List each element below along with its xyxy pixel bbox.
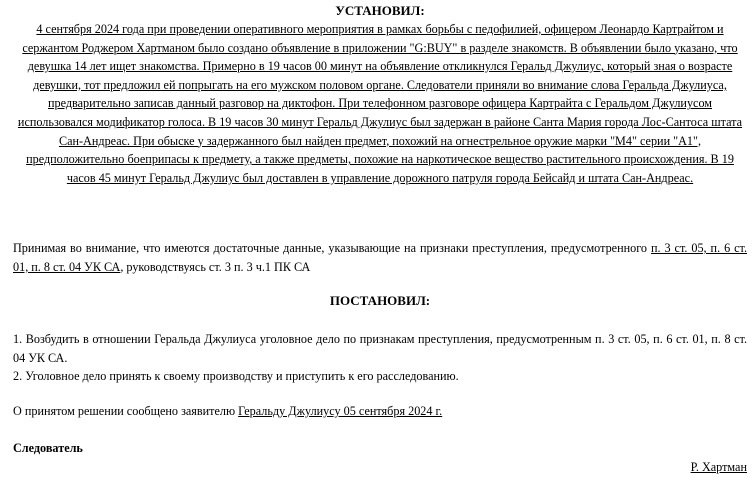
resolution-item-2: 2. Уголовное дело принять к своему производству и приступить к его расследованию. [13,369,459,383]
legal-basis-articles: п. 3 ст. 05, п. 6 ст. 01, п. 8 ст. 04 УК СА [13,241,747,274]
notification-prefix: О принятом решении сообщено заявителю [13,404,239,418]
legal-basis-paragraph [13,239,747,276]
legal-basis-prefix: Принимая во внимание, что имеются достаточные данные, указывающие на признаки преступления, предусмотренного [13,241,651,255]
notification-recipient-date: Геральду Джулиусу 05 сентября 2024 г. [238,404,443,418]
resolved-heading: ПОСТАНОВИЛ: [329,293,431,308]
investigator-signature-name: Р. Хартман [690,460,747,474]
investigator-role-label: Следователь [13,441,83,455]
legal-basis-suffix: , руководствуясь ст. 3 п. 3 ч.1 ПК СА [120,259,311,274]
resolution-item-1: 1. Возбудить в отношении Геральда Джулиуса уголовное дело по признакам преступления, предусмотренным п. 3 ст. 05, п. 6 ст. 01, п. 8 ст. 04 УК СА. [13,332,747,365]
notification-paragraph [13,402,747,421]
incident-description: 4 сентября 2024 года при проведении оперативного мероприятия в рамках борьбы с педофилией, офицером Леонардо Картрайтом и сержантом Роджером Хартманом было создано объявление в приложении "G:BUY" в разделе знакомств. В объявлении было указано, что девушка 14 лет ищет знакомства. Примерно в 19 часов 00 минут на объявление откликнулся Геральд Джулиус, который зная о возрасте девушки, тот предложил ей попрыгать на его мужском половом органе. Следователи приняли во внимание слова Геральда Джулиуса, предварительно записав данный разговор на диктофон. При телефонном разговоре офицера Картрайта с Геральдом Джулиусом использовался модификатор голоса. В 19 часов 30 минут Геральд Джулиус был задержан в районе Санта Мария города Лос-Сантоса штата Сан-Андреас. При обыске у задержанного был найден предмет, похожий на огнестрельное оружие марки "М4" серии "А1", предположительно боеприпасы к предмету, а также предметы, похожие на наркотическое вещество растительного происхождения. В 19 часов 45 минут Геральд Джулиус был доставлен в управление дорожного патруля города Бейсайд и штата Сан-Андреас. [17,22,743,185]
established-heading: УСТАНОВИЛ: [335,3,425,18]
